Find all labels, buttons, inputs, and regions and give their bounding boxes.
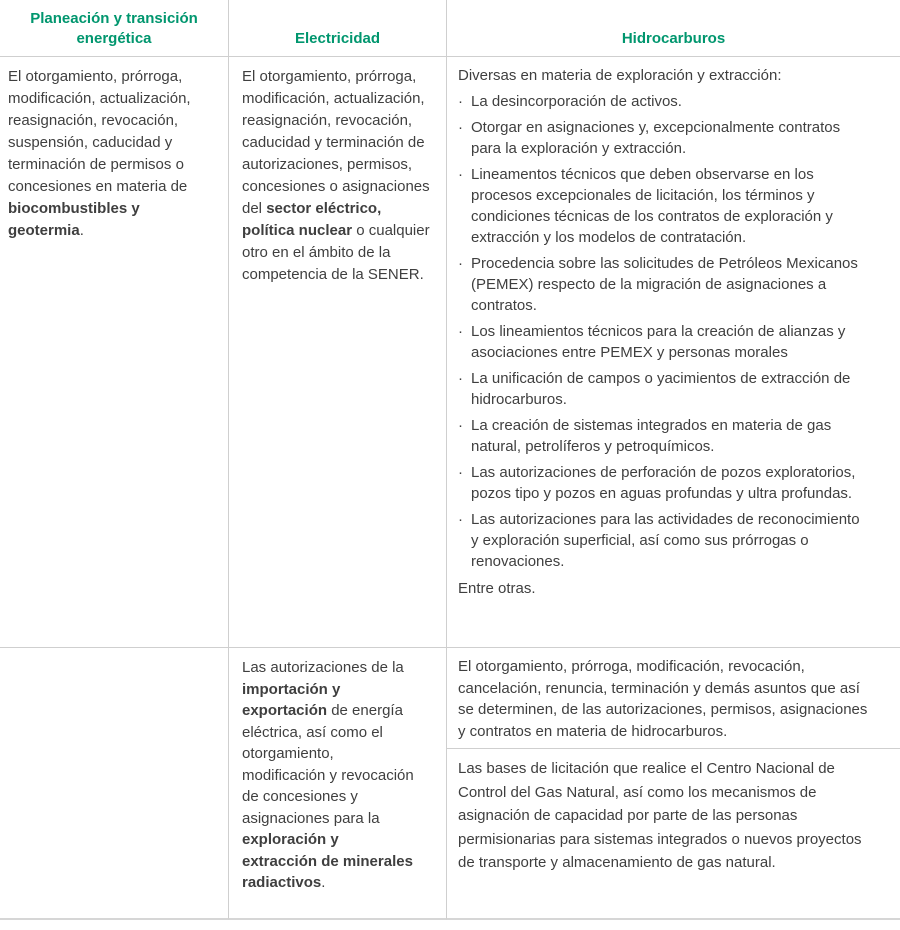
header-hidrocarburos bbox=[446, 0, 900, 57]
header-electricidad bbox=[228, 0, 446, 57]
electricidad-row2-seg4-bold: exploración y extracción de minerales radiactivos bbox=[242, 831, 413, 891]
header-planeacion-label: Planeación y transición energética bbox=[30, 10, 198, 47]
bullet-text: La desincorporación de activos. bbox=[471, 93, 682, 110]
hidrocarburos-row2-para1: El otorgamiento, prórroga, modificación, revocación, cancelación, renuncia, terminación y demás asuntos que así se determinen, de las autorizaciones, permisos, asignaciones y contratos en materia de hidrocarburos. bbox=[458, 658, 868, 740]
list-item bbox=[458, 253, 869, 316]
bullet-text: Los lineamientos técnicos para la creación de alianzas y asociaciones entre PEMEX y personas morales bbox=[471, 323, 846, 361]
bullet-icon: · bbox=[458, 511, 463, 528]
hidrocarburos-outro: Entre otras. bbox=[458, 580, 536, 597]
bullet-icon: · bbox=[458, 464, 463, 481]
list-item bbox=[458, 462, 869, 504]
bullet-text: Otorgar en asignaciones y, excepcionalmente contratos para la exploración y extracción. bbox=[471, 119, 841, 157]
bullet-icon: · bbox=[458, 119, 463, 136]
header-electricidad-label: Electricidad bbox=[294, 30, 381, 47]
list-item bbox=[458, 321, 869, 363]
electricidad-row1-seg3: o cualquier otro en el ámbito de la competencia de la SENER. bbox=[242, 222, 430, 283]
list-item bbox=[458, 509, 869, 572]
bullet-text: Lineamentos técnicos que deben observarse en los procesos excepcionales de licitación, los términos y condiciones técnicas de los contratos de exploración y extracción y los modelos de contratación. bbox=[471, 166, 833, 246]
electricidad-row2-text bbox=[242, 657, 414, 894]
list-item bbox=[458, 117, 869, 159]
hidrocarburos-intro: Diversas en materia de exploración y extracción: bbox=[458, 67, 782, 84]
bullet-text: Las autorizaciones para las actividades de reconocimiento y exploración superficial, así como sus prórrogas o renovaciones. bbox=[471, 511, 860, 570]
hidrocarburos-row2-upper bbox=[447, 648, 900, 749]
electricidad-row2-seg2-bold: importación y exportación bbox=[242, 680, 341, 719]
planeacion-row1-text bbox=[8, 66, 216, 242]
list-item bbox=[458, 91, 869, 112]
cell-electricidad-row1 bbox=[228, 57, 446, 648]
bullet-icon: · bbox=[458, 93, 463, 110]
planeacion-row1-seg3: . bbox=[79, 222, 84, 239]
bullet-icon: · bbox=[458, 255, 463, 272]
bullet-icon: · bbox=[458, 323, 463, 340]
hidrocarburos-row2-lower bbox=[447, 749, 900, 875]
bullet-text: Procedencia sobre las solicitudes de Petróleos Mexicanos (PEMEX) respecto de la migración de asignaciones a contratos. bbox=[471, 255, 858, 314]
header-hidrocarburos-label: Hidrocarburos bbox=[621, 30, 726, 47]
electricidad-row2-seg3: de energía eléctrica, así como el otorgamiento, modificación y revocación de concesiones y asignaciones para la bbox=[242, 702, 414, 827]
list-item bbox=[458, 415, 869, 457]
electricidad-row2-seg1: Las autorizaciones de la bbox=[242, 659, 404, 676]
bullet-text: La creación de sistemas integrados en materia de gas natural, petrolíferos y petroquímicos. bbox=[471, 417, 832, 455]
bullet-icon: · bbox=[458, 370, 463, 387]
cell-planeacion-row1 bbox=[0, 57, 228, 648]
electricidad-row1-seg1: El otorgamiento, prórroga, modificación, actualización, reasignación, revocación, caducidad y terminación de autorizaciones, permisos, concesiones o asignaciones del bbox=[242, 68, 430, 217]
planeacion-row1-seg1: El otorgamiento, prórroga, modificación, actualización, reasignación, revocación, suspensión, caducidad y terminación de permisos o concesiones en materia de bbox=[8, 68, 191, 195]
cell-planeacion-row2-empty bbox=[0, 648, 228, 920]
cell-electricidad-row2 bbox=[228, 648, 446, 920]
electricidad-row1-text bbox=[242, 66, 433, 286]
electricidad-row1-seg2-bold: sector eléctrico, política nuclear bbox=[242, 200, 382, 239]
list-item bbox=[458, 164, 869, 248]
planeacion-row1-seg2-bold: biocombustibles y geotermia bbox=[8, 200, 140, 239]
electricidad-row2-seg5: . bbox=[321, 874, 326, 891]
list-item bbox=[458, 368, 869, 410]
bullet-icon: · bbox=[458, 417, 463, 434]
bullet-text: Las autorizaciones de perforación de pozos exploratorios, pozos tipo y pozos en aguas profundas y ultra profundas. bbox=[471, 464, 856, 502]
cell-hidrocarburos-row1 bbox=[446, 57, 900, 648]
bullet-icon: · bbox=[458, 166, 463, 183]
hidrocarburos-row2-para2: Las bases de licitación que realice el Centro Nacional de Control del Gas Natural, así como los mecanismos de asignación de capacidad por parte de las personas permisionarias para sistemas integrados o nuevos proyectos de transporte y almacenamiento de gas natural. bbox=[458, 760, 862, 871]
bullet-text: La unificación de campos o yacimientos de extracción de hidrocarburos. bbox=[471, 370, 851, 408]
cell-hidrocarburos-row2 bbox=[446, 648, 900, 920]
header-planeacion-transicion bbox=[0, 0, 228, 57]
